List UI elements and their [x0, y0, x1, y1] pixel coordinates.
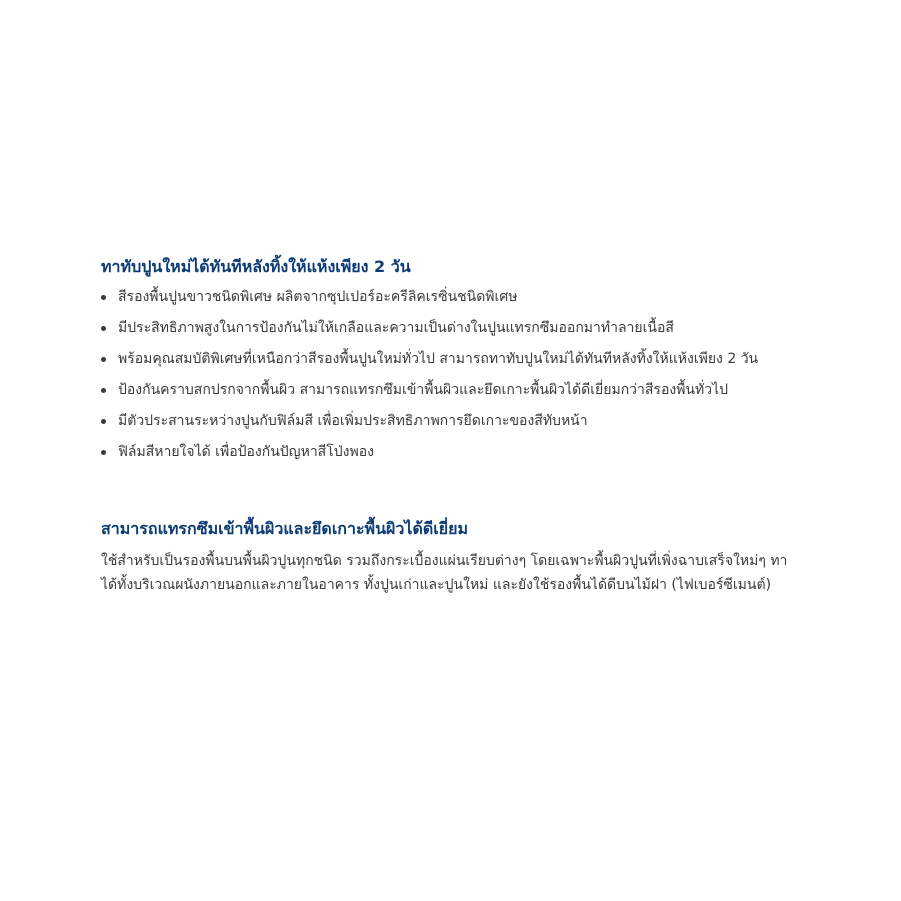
usage-heading: สามารถแทรกซึมเข้าพื้นผิวและยึดเกาะพื้นผิวได้ดีเยี่ยม [101, 519, 468, 538]
list-item [101, 285, 801, 309]
bullet-icon [101, 357, 106, 362]
features-heading: ทาทับปูนใหม่ได้ทันทีหลังทิ้งให้แห้งเพียง 2 วัน [101, 257, 411, 276]
usage-section [101, 515, 801, 597]
list-item [101, 316, 801, 340]
list-item [101, 347, 801, 371]
list-item [101, 409, 801, 433]
list-item-text: สีรองพื้นปูนขาวชนิดพิเศษ ผลิตจากซุปเปอร์อะครีลิคเรซิ่นชนิดพิเศษ [118, 289, 518, 305]
product-description [101, 253, 801, 597]
list-item-text: พร้อมคุณสมบัติพิเศษที่เหนือกว่าสีรองพื้นปูนใหม่ทั่วไป สามารถทาทับปูนใหม่ได้ทันทีหลังทิ้งให้แห้งเพียง 2 วัน [118, 351, 759, 367]
features-section [101, 253, 801, 464]
list-item-text: ฟิล์มสีหายใจได้ เพื่อป้องกันปัญหาสีโป่งพอง [118, 444, 374, 460]
bullet-icon [101, 450, 106, 455]
bullet-icon [101, 419, 106, 424]
features-list [101, 285, 801, 464]
bullet-icon [101, 295, 106, 300]
list-item-text: มีประสิทธิภาพสูงในการป้องกันไม่ให้เกลือและความเป็นด่างในปูนแทรกซึมออกมาทำลายเนื้อสี [118, 320, 674, 336]
list-item [101, 440, 801, 464]
list-item-text: ป้องกันคราบสกปรกจากพื้นผิว สามารถแทรกซึมเข้าพื้นผิวและยึดเกาะพื้นผิวได้ดีเยี่ยมกว่าสีรองพื้นทั่วไป [118, 382, 729, 398]
bullet-icon [101, 388, 106, 393]
list-item [101, 378, 801, 402]
list-item-text: มีตัวประสานระหว่างปูนกับฟิล์มสี เพื่อเพิ่มประสิทธิภาพการยึดเกาะของสีทับหน้า [118, 413, 588, 429]
usage-paragraph: ใช้สำหรับเป็นรองพื้นบนพื้นผิวปูนทุกชนิด รวมถึงกระเบื้องแผ่นเรียบต่างๆ โดยเฉพาะพื้นผิวปูนที่เพิ่งฉาบเสร็จใหม่ๆ ทาได้ทั้งบริเวณผนังภายนอกและภายในอาคาร ทั้งปูนเก่าและปูนใหม่ และยังใช้รองพื้นได้ดีบนไม้ฝา (ไฟเบอร์ซีเมนต์) [101, 553, 788, 593]
bullet-icon [101, 326, 106, 331]
